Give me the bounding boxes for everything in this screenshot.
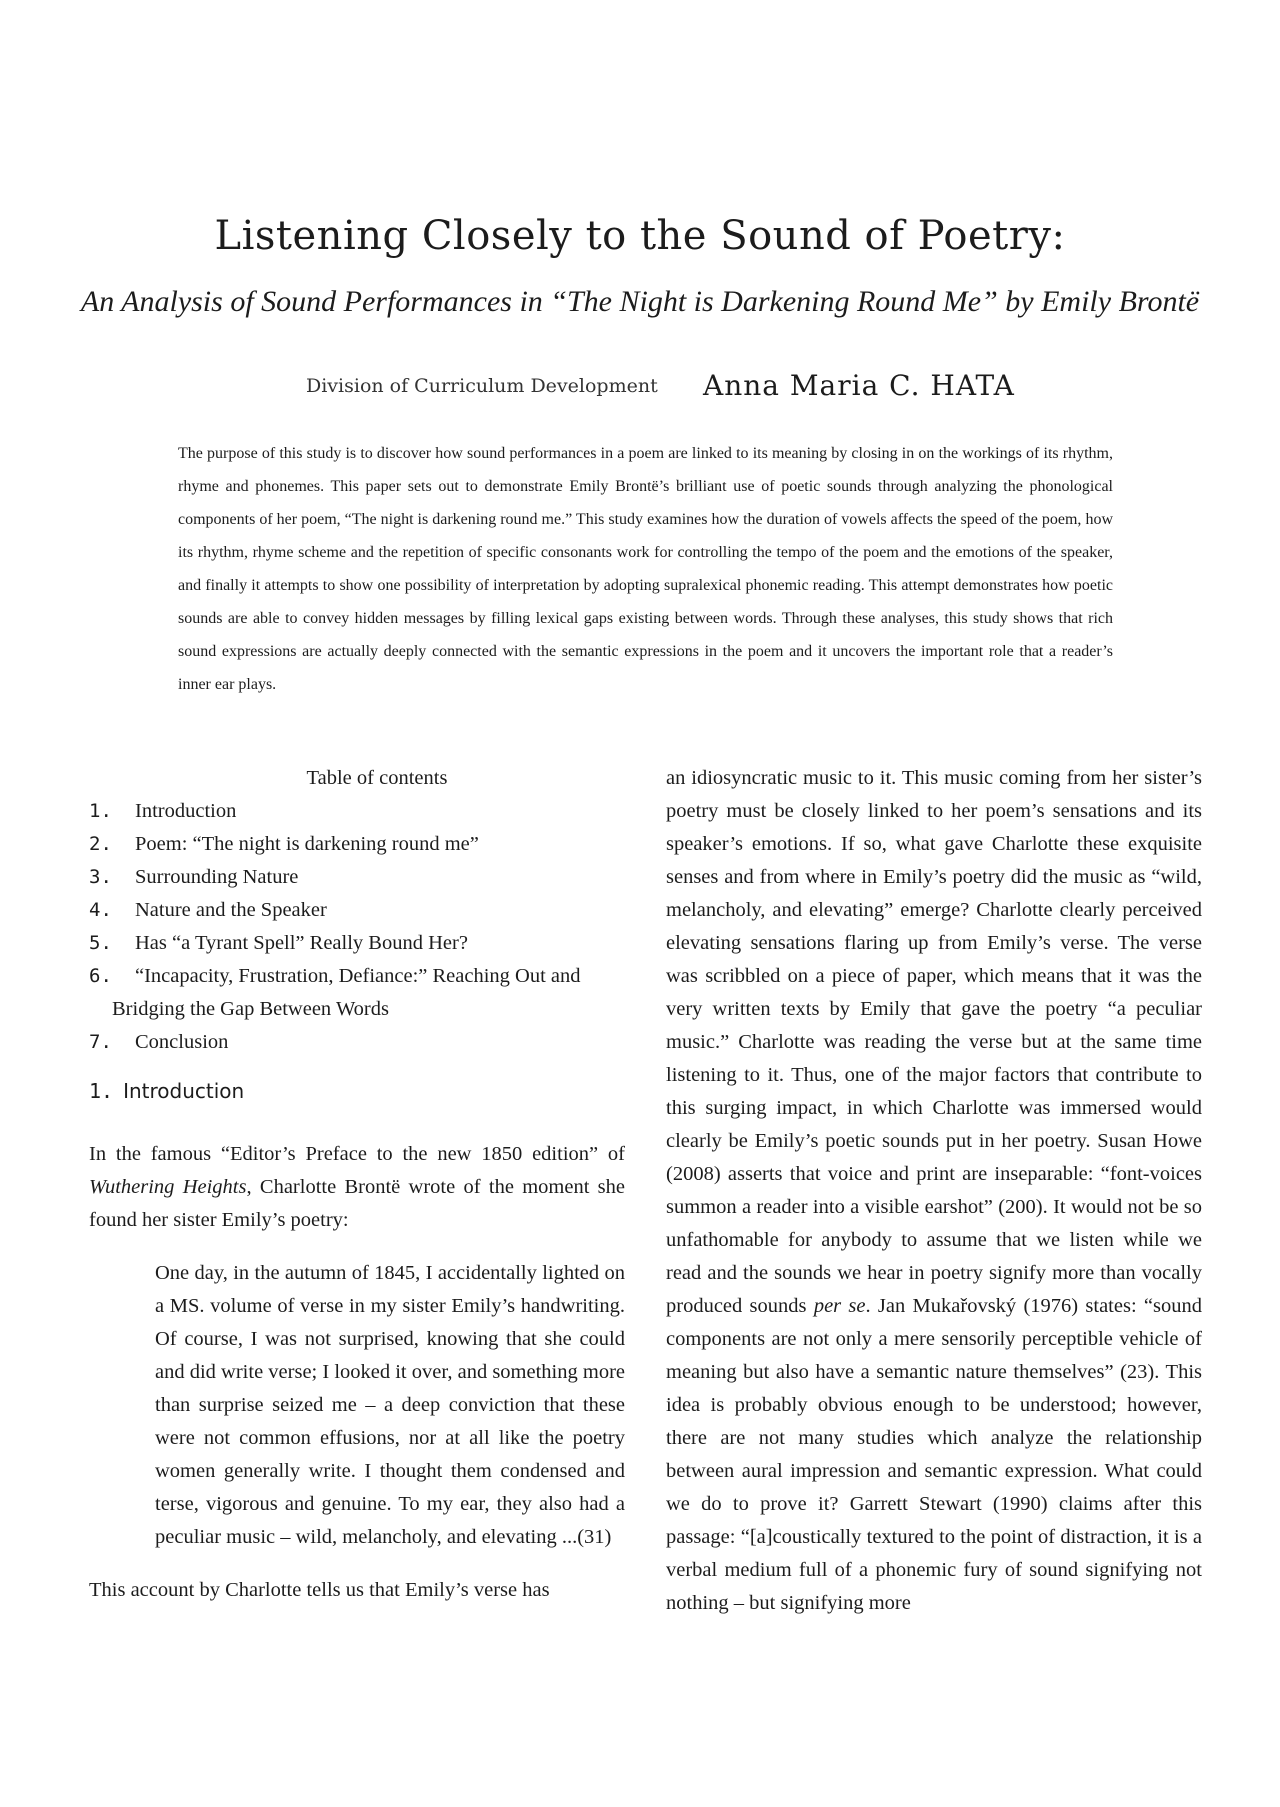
toc-item-text: Conclusion: [135, 1031, 229, 1053]
italic-term: per se: [813, 1295, 866, 1317]
toc-item-text: Poem: “The night is darkening round me”: [135, 833, 479, 855]
toc-item-number: 4.: [89, 899, 112, 921]
toc-item-number: 3.: [89, 866, 112, 888]
toc-item-number: 5.: [89, 932, 112, 954]
body-text: . Jan Mukařovský (1976) states: “sound components are not only a mere sensorily perceptible vehicle of meaning but also have a semantic nature themselves” (23). This idea is probably obvious enough to be understood; however, there are not many studies which analyze the relationship between aural impression and semantic expression. What could we do to prove it? Garrett Stewart (1990) claims after this passage: “[a]coustically textured to the point of distraction, it is a verbal medium full of a phonemic fury of sound signifying not nothing – but signifying more: [666, 1295, 1203, 1614]
toc-item-number: 1.: [89, 800, 112, 822]
paragraph: This account by Charlotte tells us that Emily’s verse has: [89, 1579, 550, 1601]
toc-item-text: Surrounding Nature: [135, 866, 299, 888]
book-title: Wuthering Heights: [89, 1176, 247, 1198]
toc-item-text: Bridging the Gap Between Words: [112, 998, 389, 1020]
toc-item-number: 2.: [89, 833, 112, 855]
toc-item: [89, 795, 625, 828]
toc-item-text: “Incapacity, Frustration, Defiance:” Reaching Out and: [135, 965, 581, 987]
section-heading: [89, 1075, 625, 1108]
toc-item-text: Nature and the Speaker: [135, 899, 327, 921]
toc-item-text: Has “a Tyrant Spell” Really Bound Her?: [135, 932, 468, 954]
paper-title: Listening Closely to the Sound of Poetry:: [214, 213, 1066, 259]
section-number: 1.: [89, 1079, 114, 1103]
toc-item-text: Introduction: [135, 800, 237, 822]
body-paragraph: [666, 762, 1202, 1620]
toc-item: [89, 960, 625, 993]
intro-text: , Charlotte Brontë wrote of the moment she found her sister Emily’s poetry:: [89, 1176, 626, 1231]
author-affiliation: Division of Curriculum Development: [306, 375, 658, 397]
right-column: [666, 762, 1202, 1620]
toc-item-number: 7.: [89, 1031, 112, 1053]
toc-item: [89, 861, 625, 894]
body-text: an idiosyncratic music to it. This music coming from her sister’s poetry must be closely linked to her poem’s sensations and its speaker’s emotions. If so, what gave Charlotte these exquisite senses and from where in Emily’s poetry did the music as “wild, melancholy, and elevating” emerge? Charlotte clearly perceived elevating sensations flaring up from Emily’s verse. The verse was scribbled on a piece of paper, which means that it was the very written texts by Emily that gave the poetry “a peculiar music.” Charlotte was reading the verse but at the same time listening to it. Thus, one of the major factors that contribute to this surging impact, in which Charlotte was immersed would clearly be Emily’s poetic sounds put in her poetry. Susan Howe (2008) asserts that voice and print are inseparable: “font-voices summon a reader into a visible earshot” (200). It would not be so unfathomable for anybody to assume that we listen while we read and the sounds we hear in poetry signify more than vocally produced sounds: [666, 767, 1202, 1317]
table-of-contents: [89, 795, 625, 1059]
toc-item-continuation: [89, 993, 625, 1026]
left-column: [89, 762, 625, 1628]
paper-subtitle: An Analysis of Sound Performances in “The Night is Darkening Round Me” by Emily Brontë: [80, 285, 1200, 318]
intro-text: In the famous “Editor’s Preface to the new 1850 edition” of: [89, 1143, 625, 1165]
block-quote: One day, in the autumn of 1845, I accidentally lighted on a MS. volume of verse in my sister Emily’s handwriting. Of course, I was not surprised, knowing that she could and did write verse; I looked it over, and something more than surprise seized me – a deep conviction that these were not common effusions, nor at all like the poetry women generally write. I thought them condensed and terse, vigorous and genuine. To my ear, they also had a peculiar music – wild, melancholy, and elevating ...(31): [155, 1262, 625, 1548]
toc-item: [89, 1026, 625, 1059]
toc-item: [89, 894, 625, 927]
toc-item-number: 6.: [89, 965, 112, 987]
toc-title: Table of contents: [306, 767, 448, 789]
author-name: Anna Maria C. HATA: [703, 369, 1015, 402]
abstract: The purpose of this study is to discover how sound performances in a poem are linked to its meaning by closing in on the workings of its rhythm, rhyme and phonemes. This paper sets out to demonstrate Emily Brontë’s brilliant use of poetic sounds through analyzing the phonological components of her poem, “The night is darkening round me.” This study examines how the duration of vowels affects the speed of the poem, how its rhythm, rhyme scheme and the repetition of specific consonants work for controlling the tempo of the poem and the emotions of the speaker, and finally it attempts to show one possibility of interpretation by adopting supralexical phonemic reading. This attempt demonstrates how poetic sounds are able to convey hidden messages by filling lexical gaps existing between words. Through these analyses, this study shows that rich sound expressions are actually deeply connected with the semantic expressions in the poem and it uncovers the important role that a reader’s inner ear plays.: [178, 445, 1113, 693]
section-title: Introduction: [123, 1079, 245, 1103]
toc-item: [89, 828, 625, 861]
toc-item: [89, 927, 625, 960]
intro-paragraph: [89, 1138, 625, 1237]
